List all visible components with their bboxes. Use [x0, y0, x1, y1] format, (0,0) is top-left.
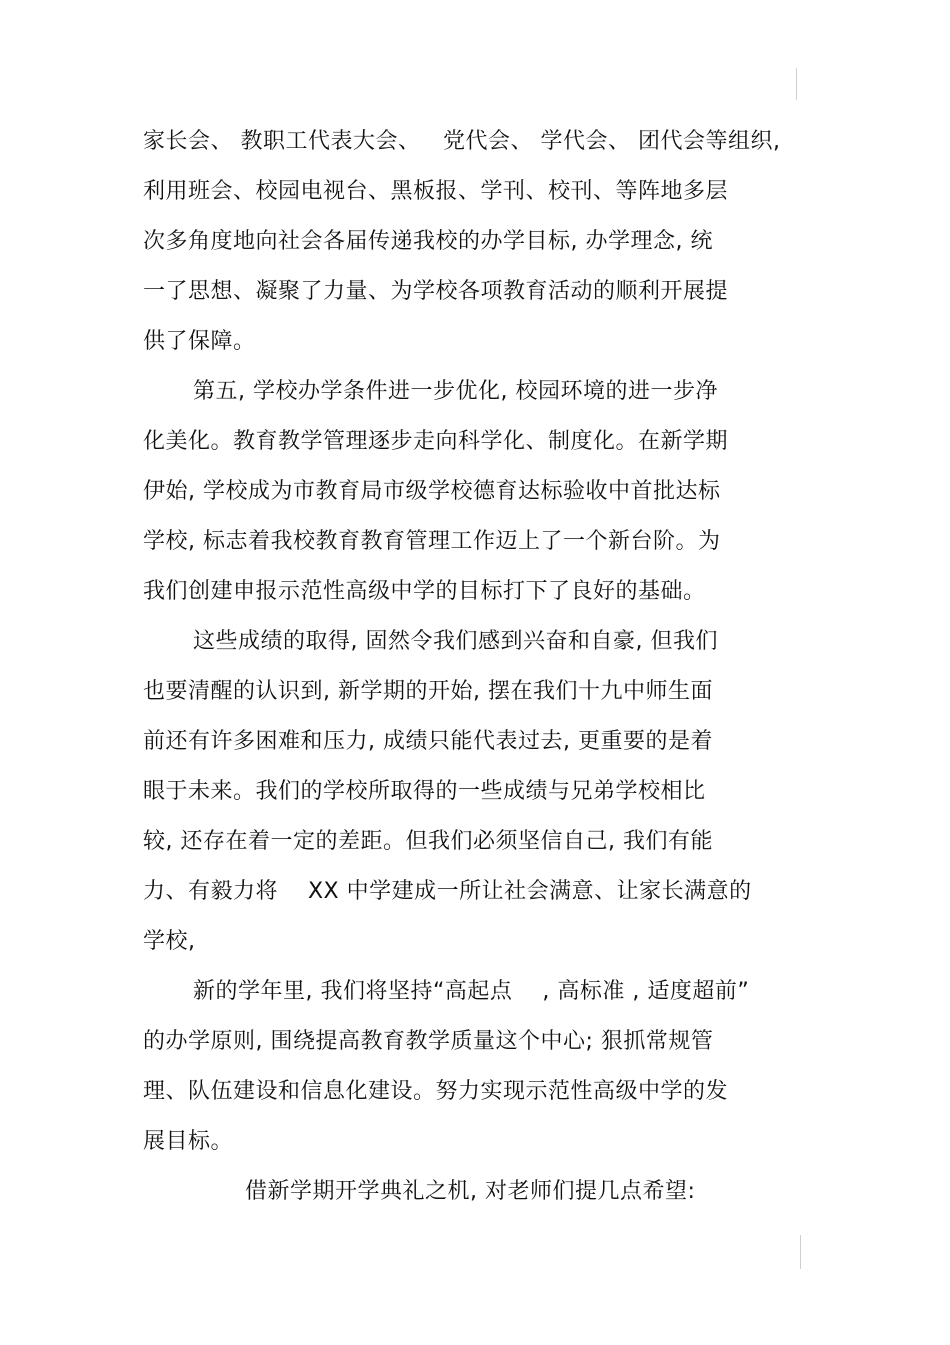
text-line: 化美化。教育教学管理逐步走向科学化、制度化。在新学期: [143, 429, 729, 454]
text-line: 供了保障。: [143, 329, 256, 354]
page-edge-mark-top: [796, 68, 797, 100]
text-line: 次多角度地向社会各届传递我校的办学目标, 办学理念, 统: [143, 229, 713, 254]
text-line: 学校,: [143, 929, 196, 954]
text-line: 的办学原则, 围绕提高教育教学质量这个中心; 狠抓常规管: [143, 1029, 714, 1054]
text-line: 力、有毅力将 XX 中学建成一所让社会满意、让家长满意的: [143, 879, 752, 904]
page-edge-mark-bottom: [800, 1235, 801, 1269]
text-line: 前还有许多困难和压力, 成绩只能代表过去, 更重要的是着: [143, 729, 713, 754]
text-line: 利用班会、校园电视台、黑板报、学刊、校刊、等阵地多层: [143, 179, 729, 204]
text-line: 学校, 标志着我校教育教育管理工作迈上了一个新台阶。为: [143, 529, 721, 554]
text-line: 展目标。: [143, 1129, 234, 1154]
text-line: 家长会、 教职工代表大会、 党代会、 学代会、 团代会等组织,: [143, 129, 781, 154]
text-line: 借新学期开学典礼之机, 对老师们提几点希望:: [245, 1179, 696, 1204]
text-line: 我们创建申报示范性高级中学的目标打下了良好的基础。: [143, 579, 706, 604]
text-line: 第五, 学校办学条件进一步优化, 校园环境的进一步净: [193, 379, 718, 404]
text-line: 理、队伍建设和信息化建设。努力实现示范性高级中学的发: [143, 1079, 729, 1104]
text-line: 一了思想、凝聚了力量、为学校各项教育活动的顺利开展提: [143, 279, 729, 304]
text-line: 较, 还存在着一定的差距。但我们必须坚信自己, 我们有能: [143, 829, 713, 854]
text-line: 也要清醒的认识到, 新学期的开始, 摆在我们十九中师生面: [143, 679, 713, 704]
text-line: 这些成绩的取得, 固然令我们感到兴奋和自豪, 但我们: [193, 629, 718, 654]
text-line: 眼于未来。我们的学校所取得的一些成绩与兄弟学校相比: [143, 779, 706, 804]
text-line: 新的学年里, 我们将坚持“高起点 , 高标准 , 适度超前”: [193, 979, 750, 1004]
text-line: 伊始, 学校成为市教育局市级学校德育达标验收中首批达标: [143, 479, 721, 504]
